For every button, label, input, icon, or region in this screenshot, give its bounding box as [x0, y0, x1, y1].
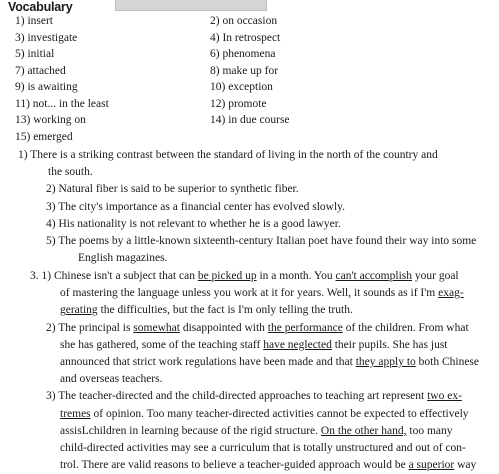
vocab-item: 14) in due course: [210, 114, 290, 126]
vocab-row: [0, 48, 499, 65]
vocab-row: [0, 81, 499, 98]
underlined-phrase: can't accomplish: [335, 270, 412, 282]
underlined-phrase: somewhat: [133, 321, 180, 334]
sentence-5-continued: English magazines.: [78, 252, 168, 265]
paragraph-1-line: gerating the difficulties, but the fact is I'm only telling the truth.: [60, 304, 353, 317]
paragraph-2-line: and overseas teachers.: [60, 373, 163, 386]
paragraph-1-line: 3. 1) Chinese isn't a subject that can be picked up in a month. You can't accomplish your goal: [30, 270, 459, 282]
underlined-phrase: tremes: [60, 407, 91, 420]
vocab-item: 8) make up for: [210, 64, 279, 77]
underlined-phrase: gerating: [60, 304, 98, 317]
vocab-row: [0, 32, 499, 49]
underlined-phrase: the performance: [267, 321, 343, 334]
vocab-item: 1) insert: [15, 15, 54, 27]
underlined-phrase: have neglected: [263, 338, 332, 351]
vocab-item: 11) not... in the least: [15, 97, 109, 110]
vocab-item: 13) working on: [15, 114, 86, 126]
vocab-item: 6) phenomena: [210, 48, 276, 60]
vocab-item: 9) is awaiting: [15, 81, 78, 93]
sentence-3: 3) The city's importance as a financial center has evolved slowly.: [46, 200, 346, 213]
vocab-row: [0, 15, 499, 32]
underlined-phrase: a superior: [408, 459, 455, 472]
paragraph-3-line: trol. There are valid reasons to believe a teacher-guided approach would be a superior way: [60, 459, 477, 472]
paragraph-3-line: 3) The teacher-directed and the child-directed approaches to teaching art represent two ex-: [46, 390, 462, 403]
vocab-row: [0, 98, 499, 115]
underlined-phrase: two ex-: [427, 390, 462, 403]
vocab-item: 5) initial: [15, 48, 55, 60]
sentence-5: 5) The poems by a little-known sixteenth-century Italian poet have found their way into some: [46, 235, 477, 248]
vocab-item: 10) exception: [210, 81, 273, 93]
vocab-item: 7) attached: [15, 64, 66, 77]
sentence-4: 4) His nationality is not relevant to whether he is a good lawyer.: [46, 217, 341, 230]
exercise-3: [30, 268, 492, 474]
section-title: Vocabulary: [8, 0, 73, 14]
vocab-item: 15) emerged: [15, 130, 73, 143]
vocabulary-list: [0, 15, 499, 147]
paragraph-2-line: she has gathered, some of the teaching staff have neglected their pupils. She has just: [60, 338, 448, 351]
paragraph-2-line: announced that strict work regulations have been made and that they apply to both Chinese: [60, 356, 480, 369]
vocab-row: [0, 65, 499, 82]
paragraph-3-line: assisLchildren in learning because of the rigid structure. On the other hand, too many: [60, 424, 453, 437]
sentence-1: 1) There is a striking contrast between the standard of living in the north of the country and: [18, 149, 438, 161]
top-tab-strip: [115, 0, 267, 11]
vocab-row: [0, 114, 499, 131]
underlined-phrase: they apply to: [355, 356, 416, 369]
vocab-item: 2) on occasion: [210, 15, 278, 27]
vocab-item: 4) In retrospect: [210, 31, 281, 44]
underlined-phrase: exag-: [438, 287, 464, 300]
paragraph-1-line: of mastering the language unless you work at it for years. Well, it sounds as if I'm exag-: [60, 287, 464, 300]
underlined-phrase: be picked up: [197, 270, 257, 282]
sentence-1-continued: the south.: [48, 166, 93, 179]
vocab-row: [0, 131, 499, 148]
exercise-2: [18, 147, 488, 267]
paragraph-3-line: child-directed activities may see a curriculum that is totally unstructured and out of con-: [60, 442, 466, 455]
vocab-item: 12) promote: [210, 97, 267, 110]
underlined-phrase: On the other hand,: [320, 424, 407, 437]
paragraph-2-line: 2) The principal is somewhat disappointed with the performance of the children. From what: [46, 321, 469, 334]
paragraph-3-line: tremes of opinion. Too many teacher-directed activities cannot be expected to effectively: [60, 407, 469, 420]
sentence-2: 2) Natural fiber is said to be superior to synthetic fiber.: [46, 183, 299, 196]
vocab-item: 3) investigate: [15, 31, 78, 44]
